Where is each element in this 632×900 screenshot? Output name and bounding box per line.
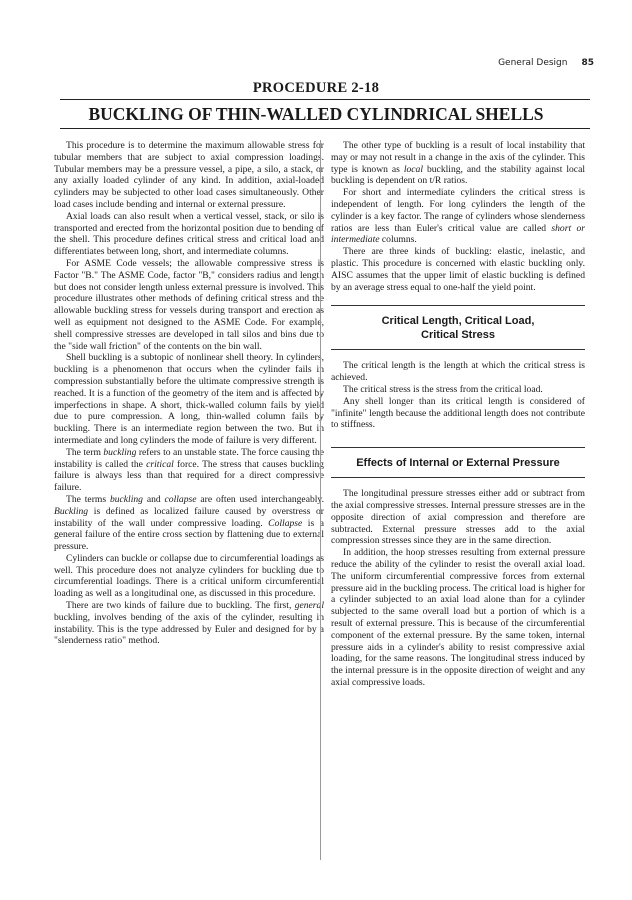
paragraph: The longitudinal pressure stresses either add or subtract from the axial compressive stresses. Internal pressure stresses are in the opposite direction of axial compression and therefore are subtracted. External pressure stresses add to the axial compression stresses since they are in the same direction. [331,488,585,547]
section-heading-critical: Critical Length, Critical Load, Critical Stress [331,305,585,350]
paragraph: The other type of buckling is a result of local instability that may or may not result in a change in the axis of the cylinder. This type is known as local buckling, and the stability against local buckling is dependent on t/R ratios. [331,140,585,187]
paragraph: In addition, the hoop stresses resulting from external pressure reduce the ability of the cylinder to resist the overall axial load. The uniform circumferential compressive forces from external pressure aid in the buckling process. The critical load is higher for a cylinder subjected to an axial load alone than for a cylinder subjected to the same overall load but a portion of which is a result of external pressure. This is because of the circumferential component of the external pressure. By the same token, internal pressure aids in a cylinder's ability to resist compressive axial loading, for the same reasons. The longitudinal stress induced by the internal pressure is in the opposite direction of weight and any axial compressive loads. [331,547,585,688]
paragraph: Cylinders can buckle or collapse due to circumferential loadings as well. This procedure does not analyze cylinders for buckling due to circumferential loadings. There is a critical uniform circumferential loading as well as a longitudinal one, as discussed in this procedure. [54,552,324,600]
title-rule-top [60,99,590,100]
paragraph: The term buckling refers to an unstable state. The force causing the instability is called the critical force. The stress that causes buckling failure is always less than that required for a direct compressive failure. [54,446,325,494]
paragraph: This procedure is to determine the maximum allowable stress for tubular members that are subject to axial compression loadings. Tubular members may be a pressure vessel, a pipe, a silo, a stack, or any axially loaded cylinder of any kind. In addition, axial-loaded cylinders may be subjected to other load cases simultaneously. Other load cases include bending and internal or external pressure. [54,140,324,210]
paragraph: Axial loads can also result when a vertical vessel, stack, or silo is transported and erected from the horizontal position due to bending of the shell. This procedure defines critical stress and critical load and differentiates between long, short, and intermediate columns. [54,210,324,258]
section-heading-pressure: Effects of Internal or External Pressure [331,447,585,478]
section-name: General Design [498,58,568,68]
paragraph: Shell buckling is a subtopic of nonlinear shell theory. In cylinders, buckling is a phenomenon that occurs when the cylinder fails in compression substantially before the ultimate compressive strength is reached. It is a function of the geometry of the item and is affected by imperfections in shape. A short, thick-walled column fails by yield due to pure compression. A long, thin-walled column fails by buckling. There is an intermediate region between the two. But in intermediate and long cylinders the mode of failure is very different. [54,352,324,446]
procedure-label: PROCEDURE 2-18 [252,80,380,96]
page-number: 85 [581,58,594,68]
paragraph: There are two kinds of failure due to buckling. The first, general buckling, involves bending of the axis of the cylinder, resulting in instability. This is the type addressed by Euler and designed for by a "slenderness ratio" method. [54,600,324,647]
page-title: BUCKLING OF THIN-WALLED CYLINDRICAL SHELLS [88,104,544,124]
paragraph: The critical length is the length at which the critical stress is achieved. [331,360,585,384]
column-divider [320,140,321,860]
paragraph: There are three kinds of buckling: elastic, inelastic, and plastic. This procedure is concerned with elastic buckling only. AISC assumes that the upper limit of elastic buckling is defined by an average stress equal to one-half the yield point. [331,246,585,293]
paragraph: The critical stress is the stress from the critical load. [343,383,543,395]
running-head [394,58,594,68]
paragraph: For short and intermediate cylinders the critical stress is independent of length. For long cylinders the length of the cylinder is a key factor. The range of cylinders whose slenderness ratios are less than Euler's critical value are called short or intermediate columns. [331,187,586,246]
paragraph: For ASME Code vessels; the allowable compressive stress is Factor "B." The ASME Code, factor "B," considers radius and length but does not consider length unless external pressure is involved. This procedure illustrates other methods of defining critical stress and the allowable buckling stress for vessels during transport and erection as well as equipment not designed to the ASME Code. For example, shell compressive stresses are developed in tall silos and bins due to the "side wall friction" of the contents on the bin wall. [54,257,324,352]
paragraph: The terms buckling and collapse are often used interchangeably. Buckling is defined as localized failure caused by overstress or instability of the wall under compressive loading. Collapse is a general failure of the entire cross section by flattening due to external pressure. [54,493,324,553]
right-column [331,140,585,689]
left-column [54,140,324,647]
paragraph: Any shell longer than its critical length is considered of "infinite" length because the additional length does not contribute to stiffness. [331,395,585,431]
title-rule-bottom [60,128,590,129]
